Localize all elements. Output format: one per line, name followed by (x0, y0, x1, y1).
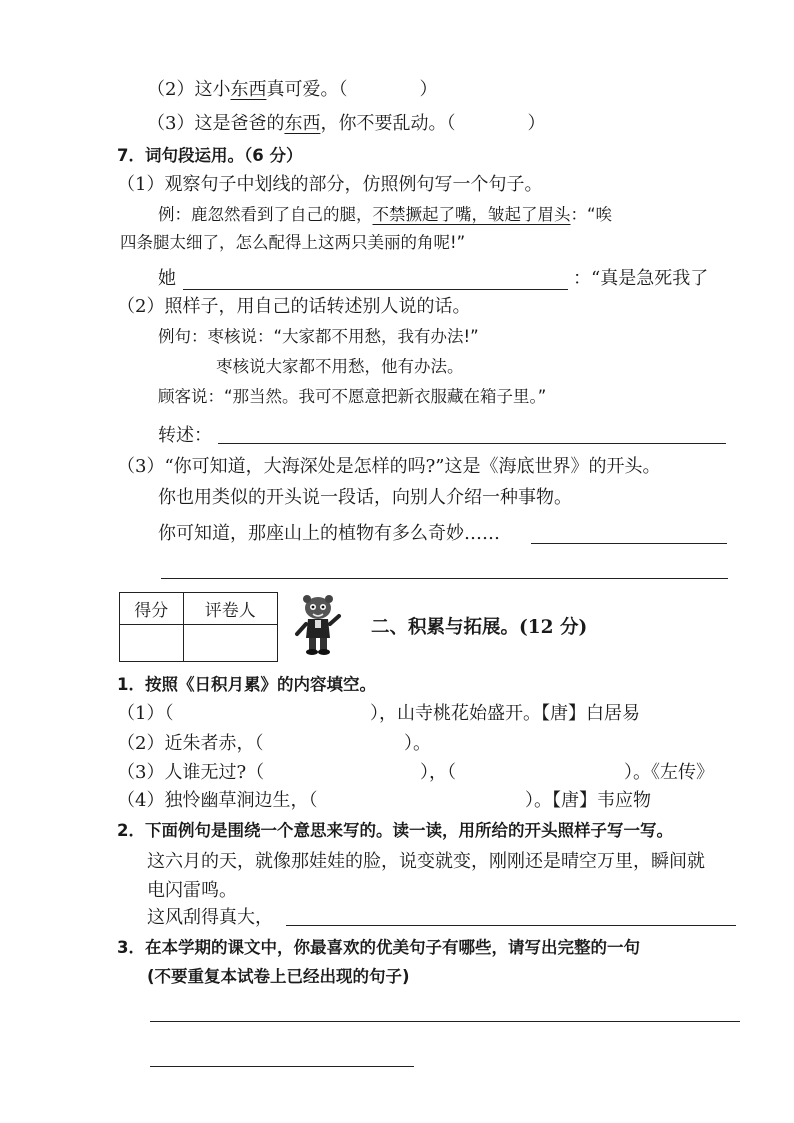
q7-p3-prompt: 你可知道，那座山上的植物有多么奇妙…… (158, 523, 500, 544)
score-header: 得分 (120, 593, 184, 625)
s2q2-example-line1: 这六月的天，就像那娃娃的脸，说变就变，刚刚还是晴空万里，瞬间就 (147, 851, 705, 872)
q7-p3-answer-blank-2[interactable] (161, 578, 728, 579)
s2q1-item-1-a: （1）（ (117, 703, 174, 724)
q6-s2-underlined: 东西 (230, 79, 267, 100)
q6-s2-post: 真可爱。（ ） (266, 79, 438, 100)
q7-p1-example-line2: 四条腿太细了，怎么配得上这两只美丽的角呢!” (120, 233, 466, 252)
q7-p2-example-2: 枣核说大家都不用愁，他有办法。 (216, 357, 464, 376)
q6-sentence-2 (147, 79, 437, 101)
s2q1-item-2-a: （2）近朱者赤，（ (117, 733, 264, 754)
s2q2-prompt: 这风刮得真大， (147, 907, 273, 928)
s2q1-title: 1．按照《日积月累》的内容填空。 (117, 675, 376, 694)
q7-p2-example-1: 例句：枣核说：“大家都不用愁，我有办法!” (158, 327, 479, 346)
q7-p1-instruction: （1）观察句子中划线的部分，仿照例句写一个句子。 (117, 174, 543, 195)
q7-p1-example-underlined: 不禁撅起了嘴，皱起了眉头 (372, 205, 571, 224)
q6-s3-post: ，你不要乱动。（ ） (320, 113, 546, 134)
q7-p1-example-post: ：“唉 (570, 205, 613, 224)
q7-p1-example-pre: 例：鹿忽然看到了自己的腿， (158, 205, 373, 224)
section-2-title: 二、积累与拓展。(12 分) (371, 617, 588, 638)
q6-sentence-3 (147, 113, 545, 135)
q7-p2-question: 顾客说：“那当然。我可不愿意把新衣服藏在箱子里。” (158, 387, 547, 406)
s2q3-answer-blank-2[interactable] (150, 1066, 414, 1067)
s2q1-item-3-a: （3）人谁无过?（ (117, 762, 265, 783)
s2q2-title: 2．下面例句是围绕一个意思来写的。读一读，用所给的开头照样子写一写。 (117, 821, 673, 840)
s2q1-item-3-c: ）。《左传》 (624, 762, 714, 783)
s2q2-example-line2: 电闪雷鸣。 (147, 880, 237, 901)
q7-p3-line2: 你也用类似的开头说一段话，向别人介绍一种事物。 (158, 487, 572, 508)
s2q3-note: (不要重复本试卷上已经出现的句子) (147, 967, 410, 986)
q7-p3-line1: （3）“你可知道，大海深处是怎样的吗?”这是《海底世界》的开头。 (117, 456, 661, 477)
q7-p2-answer-blank[interactable] (218, 443, 726, 444)
s2q3-title: 3．在本学期的课文中，你最喜欢的优美句子有哪些，请写出完整的一句 (117, 938, 640, 957)
q7-p1-answer-prefix: 她 (158, 268, 176, 289)
s2q1-item-4-b: ）。【唐】韦应物 (525, 790, 651, 811)
cartoon-mascot-icon (294, 594, 342, 656)
q6-s3-underlined: 东西 (284, 113, 321, 134)
score-cell[interactable] (120, 625, 184, 662)
q7-p1-answer-blank[interactable] (183, 289, 568, 290)
s2q1-item-4-a: （4）独怜幽草涧边生，（ (117, 790, 318, 811)
s2q1-item-3-b: ），（ (420, 762, 456, 783)
q6-s2-pre: （2）这小 (147, 79, 231, 100)
s2q1-item-1-b: ），山寺桃花始盛开。【唐】白居易 (370, 703, 640, 724)
grader-header: 评卷人 (183, 593, 277, 625)
score-table (119, 592, 278, 662)
s2q1-item-2-b: ）。 (404, 733, 431, 754)
q7-p2-answer-label: 转述： (158, 425, 212, 446)
grader-cell[interactable] (183, 625, 277, 662)
q7-title: 7．词句段运用。（6 分） (117, 146, 303, 165)
q6-s3-pre: （3）这是爸爸的 (147, 113, 285, 134)
s2q3-answer-blank-1[interactable] (150, 1021, 740, 1022)
q7-p1-example (158, 204, 612, 226)
s2q2-answer-blank[interactable] (286, 925, 736, 926)
q7-p2-instruction: （2）照样子，用自己的话转述别人说的话。 (117, 296, 471, 317)
q7-p1-answer-suffix: ：“真是急死我了 (573, 268, 709, 289)
q7-p3-answer-blank-1[interactable] (531, 543, 727, 544)
